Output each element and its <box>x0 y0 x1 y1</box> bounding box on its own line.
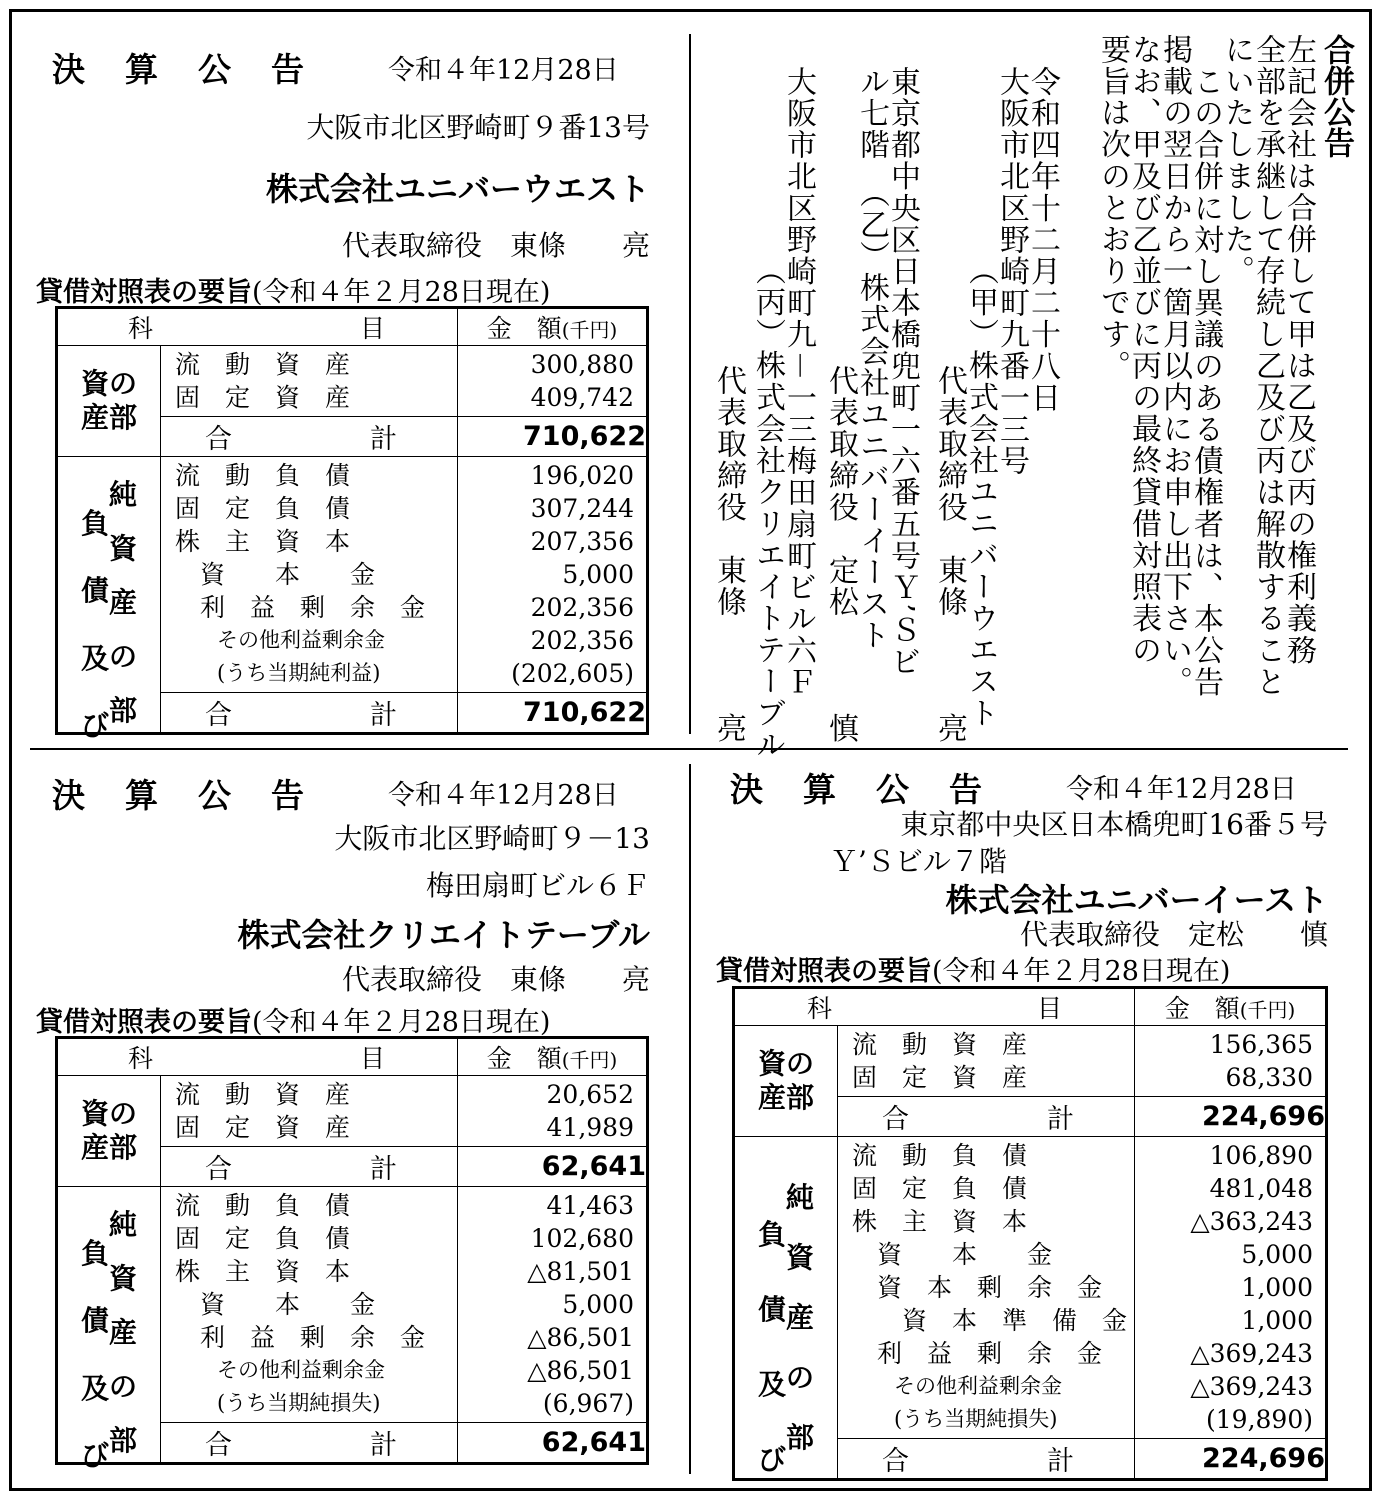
liab-label-left <box>81 1190 109 1490</box>
liability-total-value: 62,641 <box>458 1423 648 1464</box>
company-address-line1: 東京都中央区日本橋兜町16番５号 <box>900 808 1328 841</box>
assets-label-line2: 産部 <box>757 1081 814 1114</box>
value-shareholders-equity: △81,501 <box>527 1257 634 1286</box>
item-other-retained-earnings: その他利益剰余金 <box>175 628 385 652</box>
item-capital-reserve: 資 本 準 備 金 <box>852 1306 1128 1335</box>
asset-total-label <box>161 1147 458 1187</box>
liability-items <box>161 457 458 693</box>
assets-label-line1: 資の <box>80 367 137 400</box>
liability-values <box>1135 1137 1327 1439</box>
representative: 代表取締役 東條 亮 <box>341 229 650 262</box>
asset-items <box>161 1076 458 1147</box>
header-item-right: 目 <box>359 1044 385 1073</box>
header-amount-cell <box>458 308 648 346</box>
item-shareholders-equity: 株 主 資 本 <box>175 527 351 556</box>
value-shareholders-equity: △363,243 <box>1190 1207 1313 1236</box>
merger-heading: 合併公告 <box>1318 34 1354 158</box>
vertical-divider-bottom <box>689 764 691 1474</box>
balance-sheet-title-main: 貸借対照表の要旨 <box>716 956 932 987</box>
value-retained-earnings: 202,356 <box>530 593 634 622</box>
balance-sheet-title <box>716 949 1230 988</box>
liabilities-section-label <box>57 457 161 743</box>
balance-sheet-title-date: (令和４年２月28日現在) <box>252 1007 551 1038</box>
total-label-left: 合 <box>882 1104 909 1135</box>
value-fixed-liabilities: 307,244 <box>530 494 634 523</box>
merger-text-col-5: 掲載の翌日から一箇月以内にお申し出下さい。 <box>1157 34 1192 698</box>
balance-sheet-table <box>55 306 649 743</box>
liab-label-left <box>758 1158 786 1498</box>
liab-label-char: の <box>109 639 138 673</box>
item-current-assets: 流 動 資 産 <box>175 1080 351 1109</box>
merger-text-col-2: 全部を承継して存続し乙及び丙は解散すること <box>1250 34 1285 698</box>
value-fixed-assets: 41,989 <box>546 1113 634 1142</box>
liab-label-char: の <box>786 1360 815 1394</box>
balance-sheet-table <box>732 986 1328 1481</box>
liab-label-char: 債 <box>80 1304 109 1338</box>
liab-label-char: 純 <box>109 1207 138 1241</box>
liab-label-char: 資 <box>786 1240 815 1274</box>
total-label-right: 計 <box>370 1430 397 1461</box>
value-net-income: (202,605) <box>511 659 634 688</box>
merger-text-col-3: にいたしました。 <box>1219 34 1254 287</box>
item-shareholders-equity: 株 主 資 本 <box>175 1257 351 1286</box>
item-net-income: (うち当期純利益) <box>175 661 381 685</box>
liability-total-value: 710,622 <box>458 693 648 734</box>
asset-total-label <box>161 417 458 457</box>
merger-date-col: 令和四年十二月二十八日 <box>1025 66 1060 414</box>
header-item-left: 科 <box>128 1044 154 1073</box>
value-current-liabilities: 41,463 <box>546 1191 634 1220</box>
liab-label-char: 及 <box>80 641 109 675</box>
company-address-line2: Ｙ’Ｓビル７階 <box>830 845 1007 878</box>
asset-total-value: 224,696 <box>1135 1097 1327 1137</box>
company-address-line2: 梅田扇町ビル６Ｆ <box>425 869 650 902</box>
item-net-loss: (うち当期純損失) <box>852 1407 1058 1431</box>
liability-values <box>458 457 648 693</box>
notice-date: 令和４年12月28日 <box>388 780 619 811</box>
liab-label-char: 純 <box>109 477 138 511</box>
item-capital: 資 本 金 <box>852 1240 1053 1269</box>
header-item-left: 科 <box>807 994 833 1023</box>
liab-label-char: 負 <box>80 1236 109 1270</box>
value-capital-surplus: 1,000 <box>1241 1273 1313 1302</box>
item-current-liabilities: 流 動 負 債 <box>175 461 351 490</box>
header-item-right: 目 <box>359 314 385 343</box>
header-unit: (千円) <box>1239 998 1296 1022</box>
merger-text-col-4: この合併に対し異議のある債権者は、本公告 <box>1188 66 1223 698</box>
item-other-retained-earnings: その他利益剰余金 <box>175 1358 385 1382</box>
liab-label-char: 部 <box>109 1423 138 1457</box>
item-net-loss: (うち当期純損失) <box>175 1391 381 1415</box>
merger-address-a: 大阪市北区野崎町九番一三号 <box>994 66 1029 477</box>
value-current-assets: 156,365 <box>1209 1030 1313 1059</box>
assets-section-label <box>734 1026 838 1137</box>
header-item-right: 目 <box>1036 994 1062 1023</box>
asset-values <box>458 346 648 417</box>
asset-values <box>458 1076 648 1147</box>
item-capital: 資 本 金 <box>175 1290 376 1319</box>
liab-label-char: 産 <box>109 1315 138 1349</box>
balance-sheet-title-main: 貸借対照表の要旨 <box>36 1007 252 1038</box>
balance-sheet-title-main: 貸借対照表の要旨 <box>36 277 252 308</box>
item-fixed-liabilities: 固 定 負 債 <box>175 1224 351 1253</box>
total-label-left: 合 <box>205 700 232 731</box>
balance-sheet-title-date: (令和４年２月28日現在) <box>932 956 1231 987</box>
merger-rep-b: 代表取締役 定松 慎 <box>823 365 858 745</box>
value-fixed-liabilities: 481,048 <box>1209 1174 1313 1203</box>
value-net-loss: (6,967) <box>542 1389 634 1418</box>
liab-label-char: 部 <box>109 693 138 727</box>
liab-label-char: び <box>757 1443 786 1477</box>
assets-section-label <box>57 1076 161 1187</box>
merger-text-col-6: なお、甲及び乙並びに丙の最終貸借対照表の <box>1126 34 1161 666</box>
assets-label-line2: 産部 <box>80 401 137 434</box>
value-other-retained-earnings: 202,356 <box>530 626 634 655</box>
value-current-liabilities: 196,020 <box>530 461 634 490</box>
value-current-assets: 300,880 <box>530 350 634 379</box>
item-fixed-assets: 固 定 資 産 <box>175 1113 351 1142</box>
item-fixed-assets: 固 定 資 産 <box>175 383 351 412</box>
value-current-liabilities: 106,890 <box>1209 1141 1313 1170</box>
liab-label-char: 資 <box>109 1261 138 1295</box>
item-retained-earnings: 利 益 剰 余 金 <box>175 593 426 622</box>
merger-text-col-1: 左記会社は合併して甲は乙及び丙の権利義務 <box>1281 34 1316 666</box>
merger-address-b: 東京都中央区日本橋兜町一六番五号Ｙ’Ｓビ <box>885 66 920 678</box>
notice-heading: 決算公告 <box>730 770 1022 809</box>
company-name: 株式会社クリエイトテーブル <box>237 916 650 954</box>
total-label-right: 計 <box>370 700 397 731</box>
liabilities-section-label <box>734 1137 838 1480</box>
liab-label-char: び <box>80 1439 109 1473</box>
value-current-assets: 20,652 <box>546 1080 634 1109</box>
liab-label-char: 負 <box>80 506 109 540</box>
value-fixed-assets: 409,742 <box>530 383 634 412</box>
liability-total-label <box>838 1439 1135 1480</box>
horizontal-divider <box>30 748 1348 750</box>
liab-label-char: 産 <box>786 1300 815 1334</box>
merger-company-a: （甲）株式会社ユニバーウエスト <box>963 255 998 729</box>
value-fixed-liabilities: 102,680 <box>530 1224 634 1253</box>
liab-label-char: 資 <box>109 531 138 565</box>
merger-address-c: 大阪市北区野崎町九－一三梅田扇町ビル六Ｆ <box>781 66 816 698</box>
item-other-retained-earnings: その他利益剰余金 <box>852 1374 1062 1398</box>
asset-total-value: 710,622 <box>458 417 648 457</box>
value-capital: 5,000 <box>562 560 634 589</box>
assets-label-line2: 産部 <box>80 1131 137 1164</box>
value-capital: 5,000 <box>562 1290 634 1319</box>
liab-label-left <box>81 460 109 760</box>
value-retained-earnings: △369,243 <box>1190 1339 1313 1368</box>
value-retained-earnings: △86,501 <box>527 1323 634 1352</box>
asset-total-label <box>838 1097 1135 1137</box>
assets-label-line1: 資の <box>80 1097 137 1130</box>
item-current-liabilities: 流 動 負 債 <box>175 1191 351 1220</box>
balance-sheet-title <box>36 270 550 309</box>
liability-values <box>458 1187 648 1423</box>
total-label-right: 計 <box>370 1154 397 1185</box>
liab-label-char: び <box>80 709 109 743</box>
liab-label-char: 債 <box>80 574 109 608</box>
liab-label-char: 及 <box>757 1368 786 1402</box>
liability-total-label <box>161 1423 458 1464</box>
merger-rep-c: 代表取締役 東條 亮 <box>711 365 746 745</box>
vertical-divider-top <box>689 34 691 734</box>
liab-label-char: 及 <box>80 1371 109 1405</box>
item-retained-earnings: 利 益 剰 余 金 <box>175 1323 426 1352</box>
company-address: 大阪市北区野崎町９番13号 <box>306 111 650 144</box>
balance-sheet-title <box>36 1000 550 1039</box>
value-shareholders-equity: 207,356 <box>530 527 634 556</box>
liab-label-right <box>109 1190 137 1468</box>
liab-label-char: 負 <box>757 1218 786 1252</box>
asset-total-value: 62,641 <box>458 1147 648 1187</box>
header-amount: 金 額 <box>486 314 562 343</box>
total-label-right: 計 <box>1047 1104 1074 1135</box>
header-amount-cell <box>1135 988 1327 1026</box>
assets-label-line1: 資の <box>757 1047 814 1080</box>
liab-label-char: 債 <box>757 1293 786 1327</box>
liability-total-value: 224,696 <box>1135 1439 1327 1480</box>
item-shareholders-equity: 株 主 資 本 <box>852 1207 1028 1236</box>
notice-date: 令和４年12月28日 <box>1066 774 1297 805</box>
asset-items <box>161 346 458 417</box>
value-other-retained-earnings: △86,501 <box>527 1356 634 1385</box>
balance-sheet-title-date: (令和４年２月28日現在) <box>252 277 551 308</box>
item-fixed-liabilities: 固 定 負 債 <box>175 494 351 523</box>
merger-company-c: （丙）株式会社クリエイトテーブル <box>750 255 785 761</box>
header-unit: (千円) <box>561 1048 618 1072</box>
item-current-assets: 流 動 資 産 <box>852 1030 1028 1059</box>
merger-rep-a: 代表取締役 東條 亮 <box>932 365 967 745</box>
header-item-cell <box>734 988 1135 1026</box>
merger-company-b: ル七階 （乙）株式会社ユニバーイースト <box>854 66 889 652</box>
header-amount: 金 額 <box>1164 994 1240 1023</box>
header-amount-cell <box>458 1038 648 1076</box>
balance-sheet-table <box>55 1036 649 1473</box>
total-label-left: 合 <box>882 1446 909 1477</box>
liab-label-char: 部 <box>786 1420 815 1454</box>
notice-heading: 決算公告 <box>52 776 344 815</box>
value-net-loss: (19,890) <box>1206 1405 1313 1434</box>
representative: 代表取締役 定松 慎 <box>1019 918 1328 951</box>
header-amount: 金 額 <box>486 1044 562 1073</box>
value-capital: 5,000 <box>1241 1240 1313 1269</box>
item-fixed-liabilities: 固 定 負 債 <box>852 1174 1028 1203</box>
item-current-liabilities: 流 動 負 債 <box>852 1141 1028 1170</box>
item-capital: 資 本 金 <box>175 560 376 589</box>
liab-label-char: の <box>109 1369 138 1403</box>
liability-items <box>161 1187 458 1423</box>
company-name: 株式会社ユニバーイースト <box>945 881 1328 919</box>
merger-text-col-7: 要旨は次のとおりです。 <box>1095 34 1130 382</box>
total-label-right: 計 <box>1047 1446 1074 1477</box>
liabilities-section-label <box>57 1187 161 1473</box>
representative: 代表取締役 東條 亮 <box>341 963 650 996</box>
liab-label-char: 純 <box>786 1180 815 1214</box>
item-retained-earnings: 利 益 剰 余 金 <box>852 1339 1103 1368</box>
company-name: 株式会社ユニバーウエスト <box>265 170 650 208</box>
total-label-left: 合 <box>205 424 232 455</box>
item-fixed-assets: 固 定 資 産 <box>852 1063 1028 1092</box>
liab-label-char: 産 <box>109 585 138 619</box>
header-item-cell <box>57 1038 458 1076</box>
header-item-left: 科 <box>128 314 154 343</box>
total-label-left: 合 <box>205 1154 232 1185</box>
item-current-assets: 流 動 資 産 <box>175 350 351 379</box>
total-label-right: 計 <box>370 424 397 455</box>
value-other-retained-earnings: △369,243 <box>1190 1372 1313 1401</box>
company-address-line1: 大阪市北区野崎町９－13 <box>334 822 650 855</box>
notice-date: 令和４年12月28日 <box>388 55 619 86</box>
asset-items <box>838 1026 1135 1097</box>
liab-label-right <box>786 1158 814 1468</box>
asset-values <box>1135 1026 1327 1097</box>
assets-section-label <box>57 346 161 457</box>
liability-total-label <box>161 693 458 734</box>
liability-items <box>838 1137 1135 1439</box>
liab-label-right <box>109 460 137 738</box>
value-capital-reserve: 1,000 <box>1241 1306 1313 1335</box>
item-capital-surplus: 資 本 剰 余 金 <box>852 1273 1103 1302</box>
notice-heading: 決算公告 <box>52 50 344 89</box>
header-item-cell <box>57 308 458 346</box>
header-unit: (千円) <box>561 318 618 342</box>
value-fixed-assets: 68,330 <box>1225 1063 1313 1092</box>
total-label-left: 合 <box>205 1430 232 1461</box>
